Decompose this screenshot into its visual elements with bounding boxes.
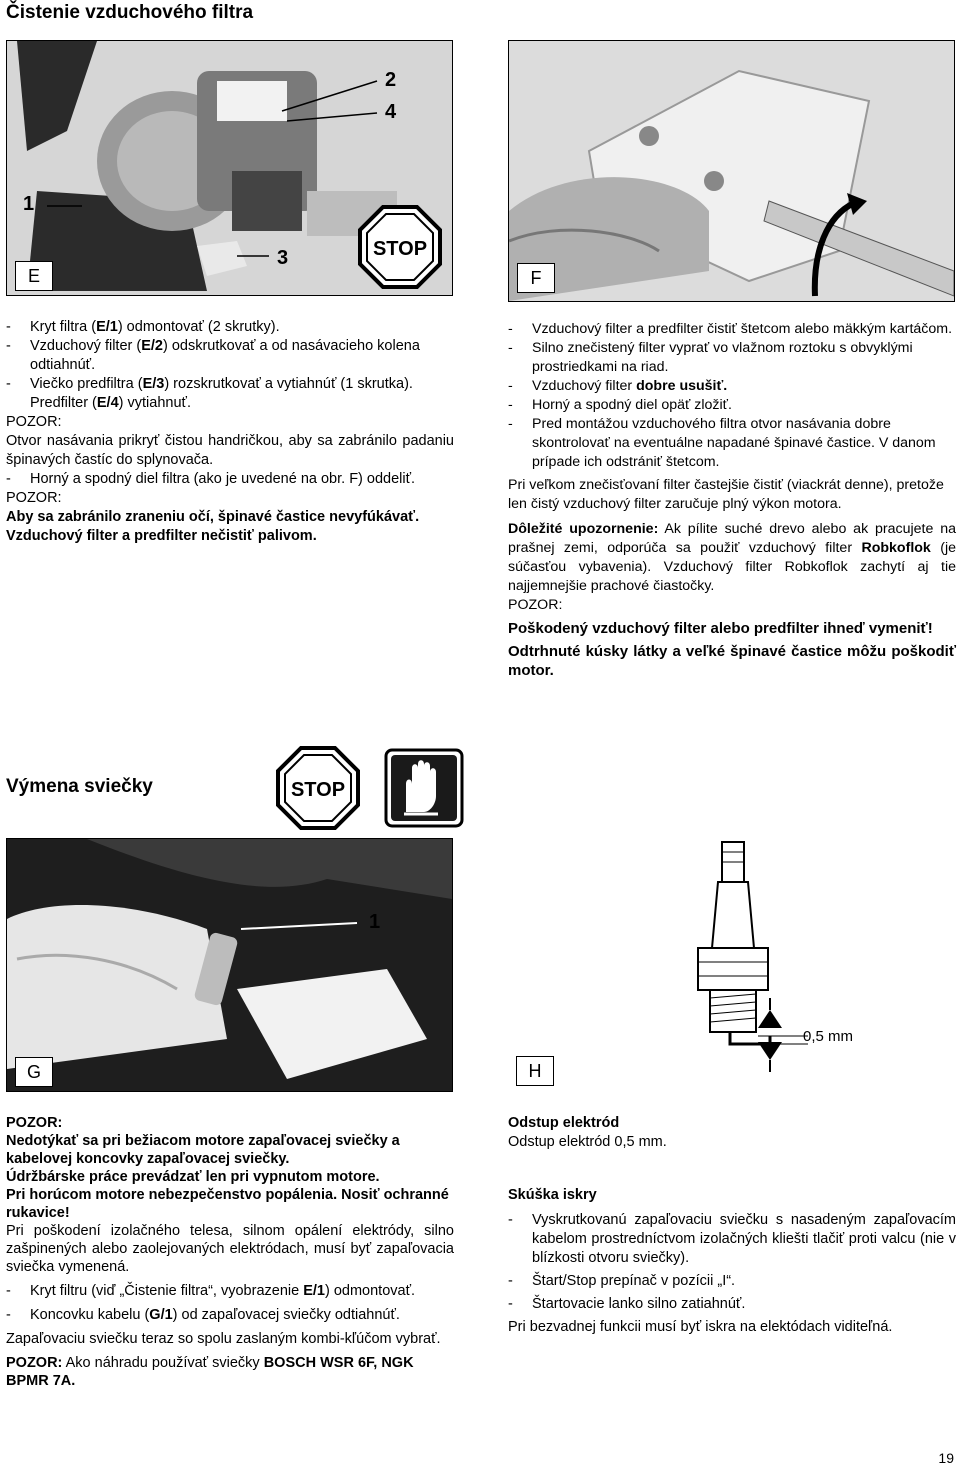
- step-prefilter-cap: - Viečko predfiltra (E/3) rozskrutkovať a vytiahnúť (1 skrutka).: [6, 376, 413, 392]
- callout-1: 1: [369, 911, 381, 933]
- paragraph-remove-plug: Zapaľovaciu sviečku teraz so spolu zaslaným kombi-kľúčom vybrať.: [6, 1331, 441, 1347]
- callout-2: 2: [385, 69, 397, 91]
- callout-3: 3: [277, 247, 289, 269]
- figure-g: [6, 838, 453, 1092]
- stop-sign-icon: [276, 746, 360, 830]
- section-title-air-filter: Čistenie vzduchového filtra: [6, 2, 254, 23]
- step-remove-filter-cover: - Kryt filtru (viď „Čistenie filtra“, vyobrazenie E/1) odmontovať.: [6, 1283, 416, 1299]
- figure-label-g: G: [15, 1057, 53, 1087]
- step-pull-cord: - Štartovacie lanko silno zatiahnúť.: [508, 1296, 746, 1312]
- heading-spark-test: Skúška iskry: [508, 1187, 597, 1203]
- figure-label-f: F: [517, 263, 555, 293]
- curved-arrow-icon: [809, 191, 869, 301]
- step-switch: - Štart/Stop prepínač v pozícii „I“.: [508, 1273, 736, 1289]
- warning-eyes: Aby sa zabránilo zraneniu očí, špinavé častice nevyfúkávať.: [6, 509, 420, 525]
- figure-f-illustration: [509, 41, 954, 301]
- figure-label-e: E: [15, 261, 53, 291]
- warning-label-3: POZOR:: [508, 597, 563, 613]
- figure-g-illustration: [7, 839, 452, 1091]
- figure-e: [6, 40, 453, 296]
- step-prefilter: Predfilter (E/4) vytiahnuť.: [30, 395, 191, 411]
- warning-no-fuel: Vzduchový filter a predfilter nečistiť palivom.: [6, 528, 317, 544]
- warning-label-4: POZOR:: [6, 1115, 63, 1131]
- warning-text-1: Otvor nasávania prikryť čistou handričkou, aby sa zabránilo padaniu špinavých častíc do splynovača.: [6, 433, 454, 468]
- figure-label-h: H: [516, 1056, 554, 1086]
- paragraph-replacement-plugs: POZOR: Ako náhradu používať sviečky BOSCH WSR 6F, NGK BPMR 7A.: [6, 1355, 414, 1389]
- spark-plug-icon: [508, 838, 955, 1092]
- paragraph-important-note: Dôležité upozornenie: Ak pílite suché drevo alebo ak pracujete na prašnej zemi, odporúča sa použiť vzduchový filter Robkoflok (je súčasťou vybavenia). Vzduchový filter Robkoflok zachytí aj tie najjemnejšie prachové čiastočky.: [508, 521, 957, 594]
- gap-measure-label: 0,5 mm: [803, 1028, 854, 1045]
- step-wash: - Silno znečistený filter vyprať vo vlažnom roztoku s obvyklými prostriedkami na riad.: [508, 340, 913, 375]
- warning-burn: Pri horúcom motore nebezpečenstvo popálenia. Nosiť ochranné rukavice!: [6, 1187, 449, 1221]
- page-number: 19: [938, 1450, 954, 1466]
- stop-sign-icon: [358, 205, 442, 289]
- step-brush: - Vzduchový filter a predfilter čistiť štetcom alebo mäkkým kartáčom.: [508, 321, 953, 337]
- step-reassemble: - Horný a spodný diel opäť zložiť.: [508, 397, 732, 413]
- stop-sign-text: STOP: [372, 238, 428, 260]
- figure-f: [508, 40, 955, 302]
- step-press-plug: - Vyskrutkovanú zapaľovaciu sviečku s nasadeným zapaľovacím kabelom prostredníctvom izolačných kliešti tlačiť proti valcu (nie v blízkosti otvoru sviečky).: [508, 1212, 956, 1266]
- step-remove-cable: - Koncovku kabelu (G/1) od zapaľovacej sviečky odtiahnúť.: [6, 1307, 400, 1323]
- callout-1: 1: [23, 193, 35, 215]
- warning-label-2: POZOR:: [6, 490, 62, 506]
- figure-h: [508, 838, 955, 1092]
- stop-sign-text: STOP: [290, 779, 346, 801]
- section1-left-column: [6, 318, 454, 546]
- step-dry: - Vzduchový filter dobre usušiť.: [508, 378, 728, 394]
- paragraph-frequent-cleaning: Pri veľkom znečisťovaní filter častejšie čistiť (viackrát denne), pretože len čistý vzduchový filter zaručuje plný výkon motora.: [508, 477, 944, 512]
- step-air-filter: - Vzduchový filter (E/2) odskrutkovať a od nasávacieho kolena odtiahnúť.: [6, 338, 420, 373]
- text-electrode-gap: Odstup elektród 0,5 mm.: [508, 1134, 667, 1150]
- callout-4: 4: [385, 101, 397, 123]
- section2-right-column: [508, 1114, 956, 1337]
- paragraph-replace-plug: Pri poškodení izolačného telesa, silnom opálení elektródy, silno zašpinených alebo zaolejovaných elektródach, musí byť zapaľovacia sviečka vymenená.: [6, 1223, 454, 1275]
- warning-engine-off: Údržbárske práce prevádzať len pri vypnutom motore.: [6, 1169, 380, 1185]
- warning-label-1: POZOR:: [6, 414, 62, 430]
- warning-replace-filter: Poškodený vzduchový filter alebo predfilter ihneď vymeniť!: [508, 620, 933, 637]
- section-title-spark-plug: Výmena sviečky: [6, 776, 153, 797]
- warning-damage-motor: Odtrhnuté kúsky látky a veľké špinavé častice môžu poškodiť motor.: [508, 643, 956, 679]
- step-remove-cover: - Kryt filtra (E/1) odmontovať (2 skrutky).: [6, 319, 280, 335]
- warning-do-not-touch: Nedotýkať sa pri bežiacom motore zapaľovacej sviečky a kabelovej koncovky zapaľovacej sviečky.: [6, 1133, 400, 1167]
- section1-right-column: [508, 320, 956, 680]
- section2-left-column: [6, 1114, 454, 1390]
- step-check-intake: - Pred montážou vzduchového filtra otvor nasávania dobre skontrolovať na eventuálne napadané špinavé častice. V danom prípade ich odstrániť štetcom.: [508, 416, 936, 470]
- glove-icon: [384, 748, 464, 828]
- paragraph-spark-visible: Pri bezvadnej funkcii musí byť iskra na elektódach viditeľná.: [508, 1319, 893, 1335]
- heading-electrode-gap: Odstup elektród: [508, 1115, 620, 1131]
- step-separate: - Horný a spodný diel filtra (ako je uvedené na obr. F) oddeliť.: [6, 471, 416, 487]
